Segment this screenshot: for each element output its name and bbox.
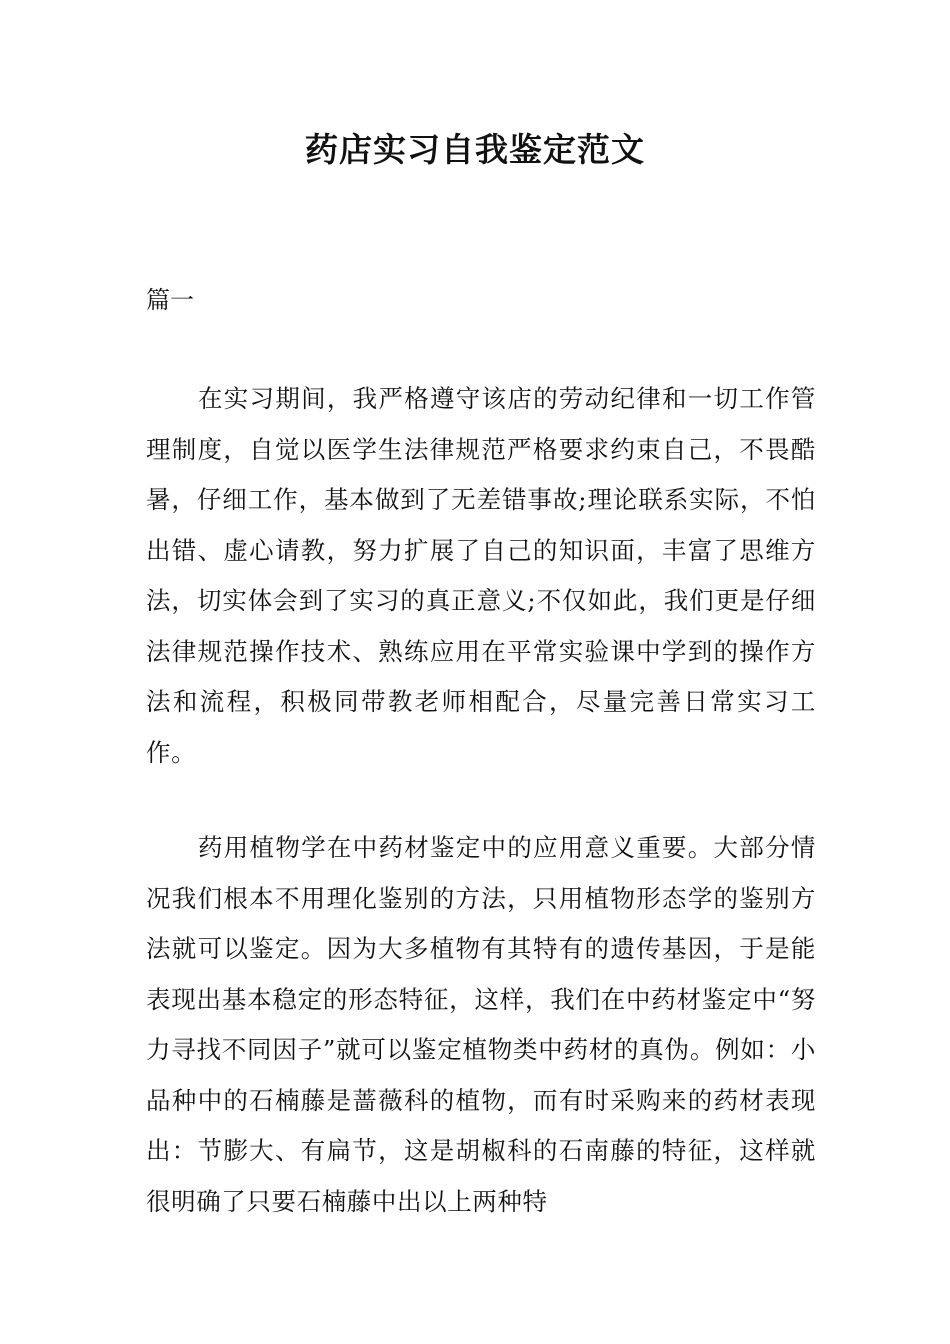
paragraph-2: 药用植物学在中药材鉴定中的应用意义重要。大部分情况我们根本不用理化鉴别的方法，只用植物形态学的鉴别方法就可以鉴定。因为大多植物有其特有的遗传基因，于是能表现出基本稳定的形态特征，这样，我们在中药材鉴定中“努力寻找不同因子”就可以鉴定植物类中药材的真伪。例如：小品种中的石楠藤是蔷薇科的植物，而有时采购来的药材表现出：节膨大、有扁节，这是胡椒科的石南藤的特征，这样就很明确了只要石楠藤中出以上两种特: [146, 833, 816, 1216]
section-label: 篇一: [146, 286, 194, 314]
document-title: 药店实习自我鉴定范文: [305, 130, 645, 169]
paragraph-1: 在实习期间，我严格遵守该店的劳动纪律和一切工作管理制度，自觉以医学生法律规范严格要求约束自己，不畏酷暑，仔细工作，基本做到了无差错事故;理论联系实际，不怕出错、虚心请教，努力扩展了自己的知识面，丰富了思维方法，切实体会到了实习的真正意义;不仅如此，我们更是仔细法律规范操作技术、熟练应用在平常实验课中学到的操作方法和流程，积极同带教老师相配合，尽量完善日常实习工作。: [146, 384, 816, 767]
